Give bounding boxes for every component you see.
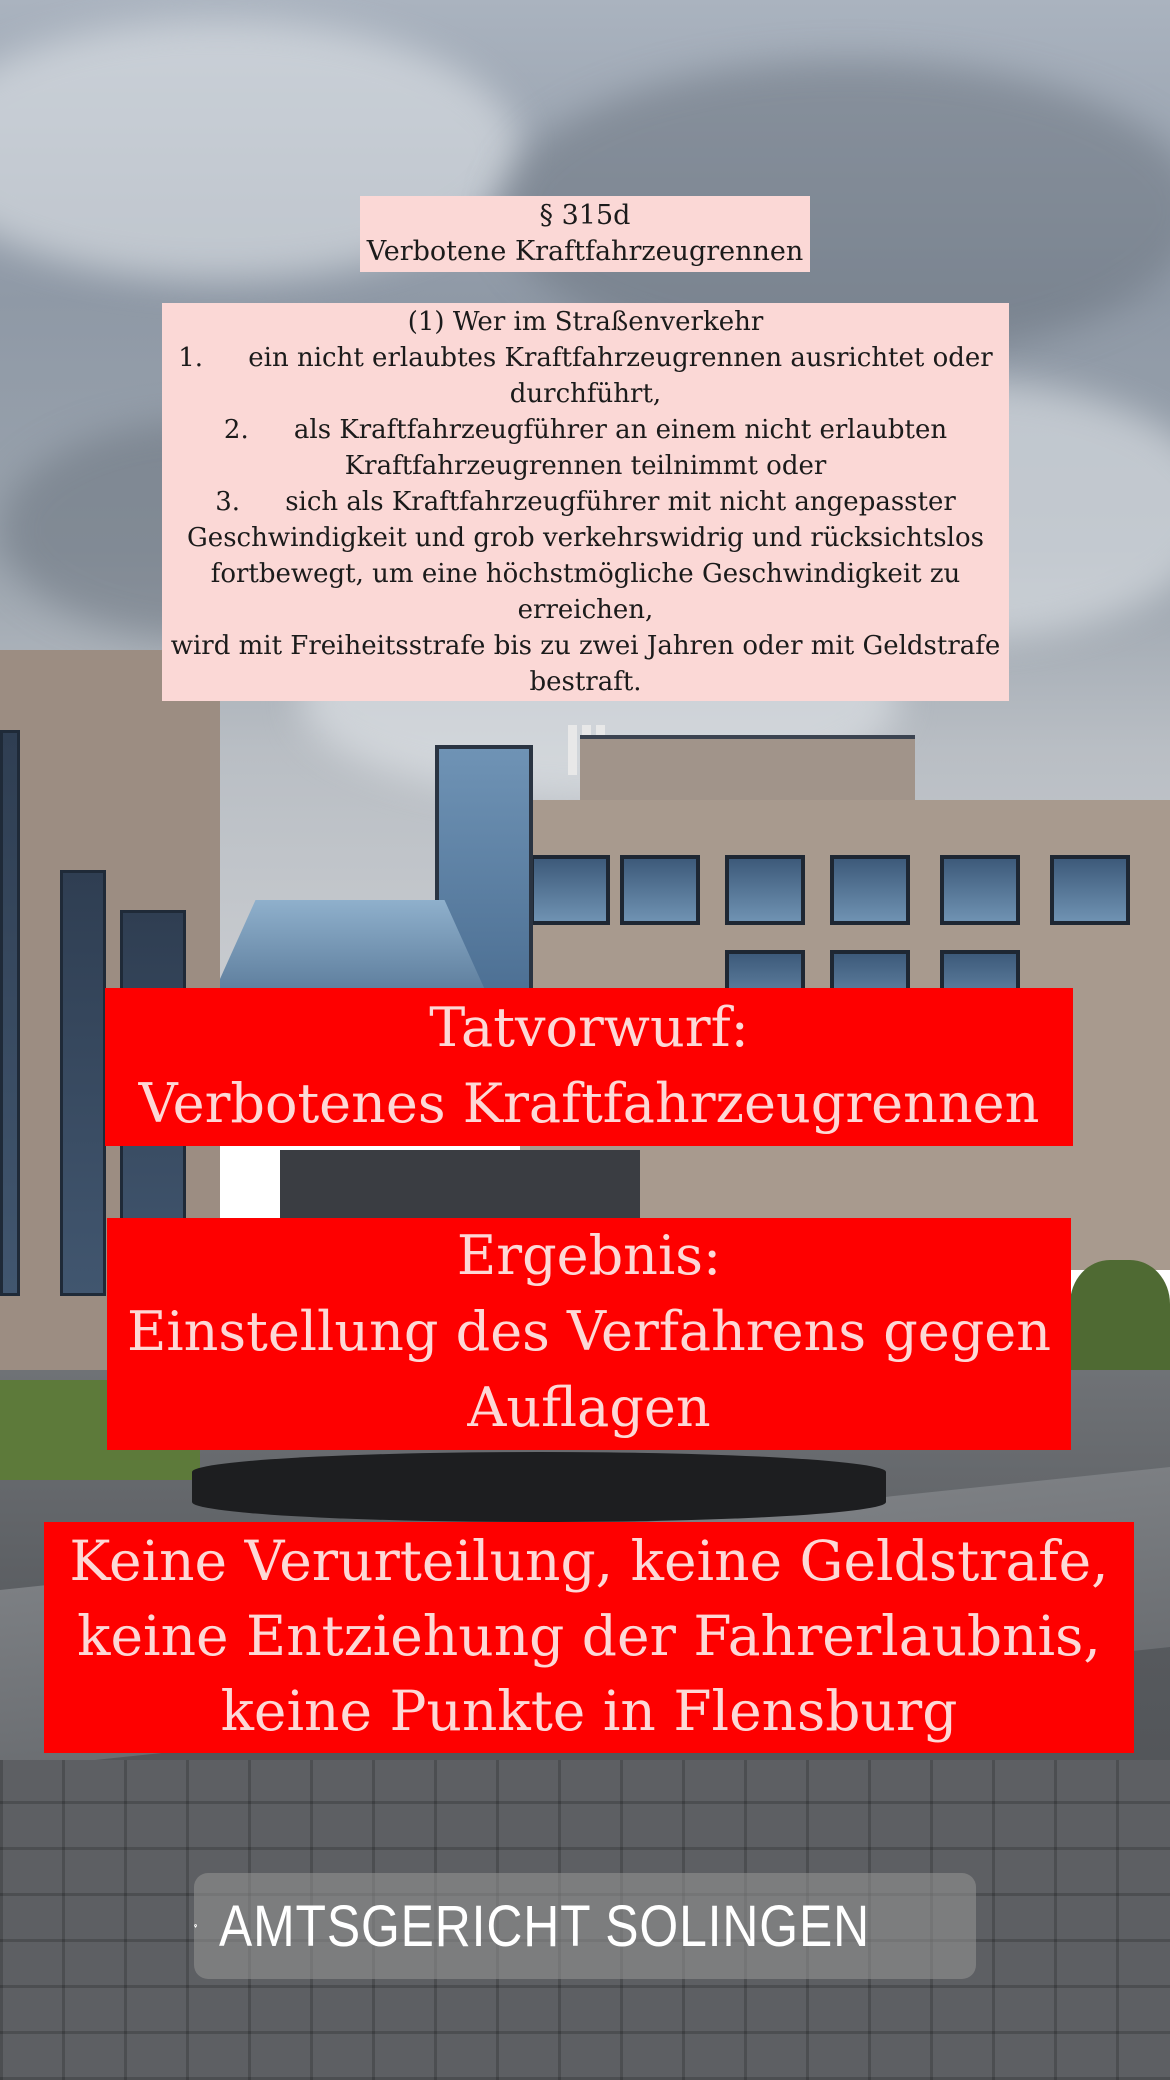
law-line-text: Geschwindigkeit und grob verkehrswidrig und rücksichtslos <box>187 523 984 553</box>
entrance <box>280 1150 640 1220</box>
law-line-text: wird mit Freiheitsstrafe bis zu zwei Jahren oder mit Geldstrafe <box>170 631 1001 661</box>
result-text: Auflagen <box>467 1376 711 1439</box>
law-line <box>170 484 1001 520</box>
charge-text: Verbotenes Kraftfahrzeugrennen <box>138 1072 1040 1135</box>
law-line <box>170 592 1001 628</box>
location-pin-icon <box>194 1900 197 1952</box>
law-line <box>170 556 1001 592</box>
summary-line: Keine Verurteilung, keine Geldstrafe, <box>69 1529 1109 1593</box>
sculpture-plinth <box>192 1452 886 1522</box>
law-line-text: fortbewegt, um eine höchstmögliche Geschwindigkeit zu <box>210 559 961 589</box>
law-line-text: ein nicht erlaubtes Kraftfahrzeugrennen ausrichtet oder <box>248 343 993 373</box>
location-label: AMTSGERICHT SOLINGEN <box>219 1893 871 1959</box>
law-line-text: als Kraftfahrzeugführer an einem nicht erlaubten <box>293 415 948 445</box>
chimney <box>568 725 577 775</box>
law-line <box>170 448 1001 484</box>
window <box>530 855 610 925</box>
bushes <box>1070 1260 1170 1370</box>
law-title-box <box>360 196 810 272</box>
law-line-text: sich als Kraftfahrzeugführer mit nicht angepasster <box>285 487 956 517</box>
law-title: Verbotene Kraftfahrzeugrennen <box>366 236 804 267</box>
window <box>1050 855 1130 925</box>
result-text: Einstellung des Verfahrens gegen <box>126 1300 1052 1363</box>
location-sticker[interactable] <box>194 1873 976 1979</box>
glass-roof <box>215 900 485 990</box>
law-line <box>170 304 1001 340</box>
window <box>830 855 910 925</box>
result-heading: Ergebnis: <box>456 1224 722 1287</box>
law-line-number: 3. <box>215 487 240 517</box>
law-line-text: Kraftfahrzeugrennen teilnimmt oder <box>344 451 827 481</box>
window <box>60 870 106 1296</box>
law-line <box>170 376 1001 412</box>
law-line <box>170 520 1001 556</box>
summary-line: keine Punkte in Flensburg <box>220 1679 958 1743</box>
law-line-number: 1. <box>178 343 204 373</box>
law-line <box>170 628 1001 664</box>
result-box <box>107 1218 1071 1450</box>
law-line-text: erreichen, <box>517 595 654 625</box>
building-upper-floor <box>580 735 915 809</box>
window <box>940 855 1020 925</box>
charge-box <box>105 988 1073 1146</box>
law-line-text: (1) Wer im Straßenverkehr <box>407 307 764 337</box>
law-text-box <box>162 303 1009 701</box>
law-line-number: 2. <box>223 415 249 445</box>
law-line-text: bestraft. <box>529 667 642 697</box>
window <box>725 855 805 925</box>
charge-heading: Tatvorwurf: <box>429 996 749 1059</box>
law-section: § 315d <box>539 200 631 231</box>
window <box>0 730 20 1296</box>
summary-line: keine Entziehung der Fahrerlaubnis, <box>77 1604 1101 1668</box>
law-line <box>170 412 1001 448</box>
law-line <box>170 340 1001 376</box>
window <box>620 855 700 925</box>
law-line-text: durchführt, <box>509 379 662 409</box>
summary-box <box>44 1522 1134 1753</box>
law-line <box>170 664 1001 700</box>
